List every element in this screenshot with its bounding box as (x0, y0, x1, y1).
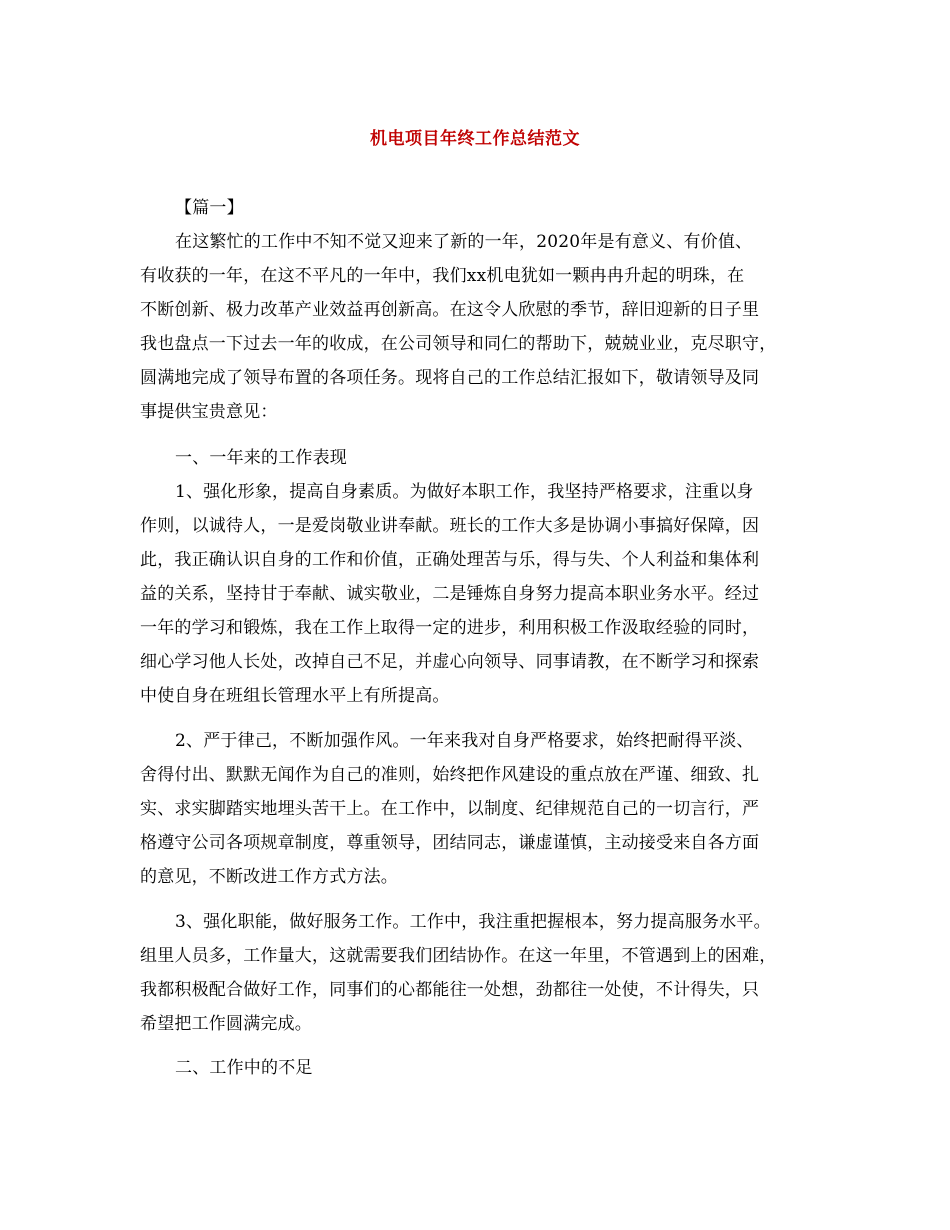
paragraph-line: 中使自身在班组长管理水平上有所提高。 (140, 686, 450, 706)
section-heading: 二、工作中的不足 (175, 1058, 313, 1078)
paragraph-line: 不断创新、极力改革产业效益再创新高。在这令人欣慰的季节，辞旧迎新的日子里 (140, 300, 760, 320)
document-title: 机电项目年终工作总结范文 (370, 129, 580, 149)
section-heading: 一、一年来的工作表现 (175, 448, 347, 468)
paragraph-line: 组里人员多，工作量大，这就需要我们团结协作。在这一年里，不管遇到上的困难， (140, 946, 777, 966)
section-tag: 【篇一】 (175, 198, 244, 218)
paragraph-line: 2、严于律己，不断加强作风。一年来我对自身严格要求，始终把耐得平淡、 (175, 731, 754, 751)
paragraph-line: 圆满地完成了领导布置的各项任务。现将自己的工作总结汇报如下，敬请领导及同 (140, 368, 760, 388)
paragraph-line: 希望把工作圆满完成。 (140, 1014, 312, 1034)
paragraph-line: 格遵守公司各项规章制度，尊重领导，团结同志，谦虚谨慎，主动接受来自各方面 (140, 833, 760, 853)
paragraph-line: 细心学习他人长处，改掉自己不足，并虚心向领导、同事请教，在不断学习和探索 (140, 652, 760, 672)
paragraph-line: 1、强化形象，提高自身素质。为做好本职工作，我坚持严格要求，注重以身 (175, 482, 754, 502)
paragraph-line: 事提供宝贵意见： (140, 402, 278, 422)
paragraph-line: 一年的学习和锻炼，我在工作上取得一定的进步，利用积极工作汲取经验的同时， (140, 618, 760, 638)
paragraph-line: 在这繁忙的工作中不知不觉又迎来了新的一年，2020年是有意义、有价值、 (175, 232, 753, 252)
paragraph-line: 此，我正确认识自身的工作和价值，正确处理苦与乐，得与失、个人利益和集体利 (140, 550, 760, 570)
paragraph-line: 的意见，不断改进工作方式方法。 (140, 867, 398, 887)
paragraph-line: 有收获的一年，在这不平凡的一年中，我们xx机电犹如一颗冉冉升起的明珠，在 (140, 266, 745, 286)
paragraph-line: 益的关系，坚持甘于奉献、诚实敬业，二是锤炼自身努力提高本职业务水平。经过 (140, 584, 760, 604)
paragraph-line: 作则，以诚待人，一是爱岗敬业讲奉献。班长的工作大多是协调小事搞好保障，因 (140, 516, 760, 536)
paragraph-line: 实、求实脚踏实地埋头苦干上。在工作中，以制度、纪律规范自己的一切言行，严 (140, 799, 760, 819)
paragraph-line: 舍得付出、默默无闻作为自己的准则，始终把作风建设的重点放在严谨、细致、扎 (140, 765, 760, 785)
paragraph-line: 我都积极配合做好工作，同事们的心都能往一处想，劲都往一处使，不计得失，只 (140, 980, 760, 1000)
paragraph-line: 3、强化职能，做好服务工作。工作中，我注重把握根本，努力提高服务水平。 (175, 912, 771, 932)
paragraph-line: 我也盘点一下过去一年的收成，在公司领导和同仁的帮助下，兢兢业业，克尽职守， (140, 334, 777, 354)
